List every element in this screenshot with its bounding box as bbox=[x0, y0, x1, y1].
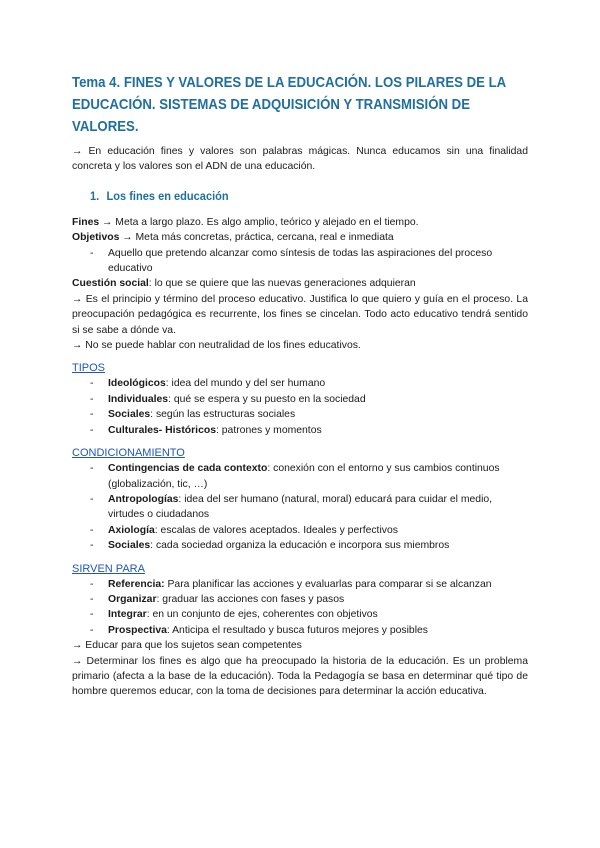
list-item bbox=[72, 407, 528, 422]
item-text: : cada sociedad organiza la educación e incorpora sus miembros bbox=[150, 540, 450, 552]
dash-bullet: - bbox=[90, 247, 94, 259]
item-term: Axiología bbox=[108, 524, 155, 536]
arrow-paragraph: → Determinar los fines es algo que ha preocupado la historia de la educación. Es un problema primario (afecta a la base de la educación). Toda la Pedagogía se basa en determinar qué tipo de hombre queremos educar, con la toma de decisiones para determinar la acción educativa. bbox=[72, 655, 528, 698]
item-text: : conexión con el entorno y sus cambios continuos (globalización, tic, …) bbox=[108, 463, 500, 490]
tipos-link[interactable]: TIPOS bbox=[72, 362, 106, 375]
arrow-paragraph: → Es el principio y término del proceso educativo. Justifica lo que quiero y guía en el proceso. La preocupación pedagógica es recurrente, los fines se cincelan. Todo acto educativo tendrá sentido si se sabe a dónde va. bbox=[72, 293, 528, 336]
list-item bbox=[72, 461, 528, 492]
sirven-para-link[interactable]: SIRVEN PARA bbox=[72, 562, 145, 575]
dash-bullet: - bbox=[90, 593, 94, 605]
dash-bullet: - bbox=[90, 524, 94, 536]
item-term: Culturales- Históricos bbox=[108, 424, 216, 436]
intro-paragraph: → En educación fines y valores son palabras mágicas. Nunca educamos sin una finalidad concreta y los valores son el ADN de una educación. bbox=[72, 146, 528, 173]
list-item bbox=[72, 623, 528, 638]
item-text: Para planificar las acciones y evaluarlas para comparar si se alcanzan bbox=[164, 578, 492, 590]
arrow-paragraph: → Educar para que los sujetos sean competentes bbox=[72, 640, 302, 652]
item-text: : idea del ser humano (natural, moral) educará para cuidar el medio, virtudes o ciudadanos bbox=[108, 493, 493, 521]
dash-bullet: - bbox=[90, 424, 94, 436]
condicionamiento-list bbox=[72, 461, 528, 553]
list-item bbox=[72, 423, 528, 438]
list-item bbox=[72, 246, 528, 277]
item-term: Referencia: bbox=[108, 578, 165, 590]
list-item bbox=[72, 577, 528, 592]
document-page bbox=[72, 72, 528, 700]
list-item bbox=[72, 538, 528, 553]
objetivos-definition bbox=[72, 230, 528, 245]
item-text: : patrones y momentos bbox=[215, 424, 322, 436]
dash-bullet: - bbox=[90, 463, 94, 475]
objetivos-text: → Meta más concretas, práctica, cercana, real e inmediata bbox=[119, 232, 394, 244]
tipos-list bbox=[72, 376, 528, 438]
list-item bbox=[72, 592, 528, 607]
dash-bullet: - bbox=[90, 409, 94, 421]
item-text: : escalas de valores aceptados. Ideales y perfectivos bbox=[154, 524, 398, 536]
fines-term: Fines bbox=[72, 216, 100, 228]
list-item bbox=[72, 392, 528, 407]
dash-bullet: - bbox=[90, 540, 94, 552]
item-term: Ideológicos bbox=[108, 378, 166, 390]
dash-bullet: - bbox=[90, 493, 94, 505]
item-term: Antropologías bbox=[108, 493, 179, 505]
item-term: Organizar bbox=[108, 593, 157, 605]
cuestion-term: Cuestión social bbox=[72, 278, 149, 290]
page-title: Tema 4. FINES Y VALORES DE LA EDUCACIÓN. LOS PILARES DE LA EDUCACIÓN. SISTEMAS DE ADQUISICIÓN Y TRANSMISIÓN DE VALORES. bbox=[72, 74, 506, 135]
list-item bbox=[72, 492, 528, 523]
arrow-paragraph: → No se puede hablar con neutralidad de los fines educativos. bbox=[72, 340, 361, 352]
objetivos-item-text: Aquello que pretendo alcanzar como síntesis de todas las aspiraciones del proceso educativo bbox=[108, 247, 493, 275]
item-text: : según las estructuras sociales bbox=[150, 409, 296, 421]
list-item bbox=[72, 607, 528, 622]
list-item bbox=[72, 523, 528, 538]
fines-text: → Meta a largo plazo. Es algo amplio, teórico y alejado en el tiempo. bbox=[99, 216, 419, 228]
cuestion-definition bbox=[72, 276, 528, 291]
section-heading bbox=[90, 189, 493, 203]
item-term: Integrar bbox=[108, 609, 147, 621]
dash-bullet: - bbox=[90, 609, 94, 621]
dash-bullet: - bbox=[90, 624, 94, 636]
item-text: : graduar las acciones con fases y pasos bbox=[156, 593, 345, 605]
item-term: Prospectiva bbox=[108, 624, 167, 636]
item-term: Contingencias de cada contexto bbox=[108, 463, 268, 475]
item-text: : idea del mundo y del ser humano bbox=[165, 378, 326, 390]
item-text: : en un conjunto de ejes, coherentes con objetivos bbox=[146, 609, 378, 621]
item-term: Sociales bbox=[108, 409, 151, 421]
cuestion-text: : lo que se quiere que las nuevas generaciones adquieran bbox=[148, 278, 416, 290]
item-text: : Anticipa el resultado y busca futuros mejores y posibles bbox=[166, 624, 428, 636]
item-term: Individuales bbox=[108, 393, 169, 405]
sirven-list bbox=[72, 577, 528, 639]
section-number: 1. bbox=[90, 188, 100, 203]
item-text: : qué se espera y su puesto en la sociedad bbox=[168, 393, 366, 405]
fines-definition bbox=[72, 215, 528, 230]
condicionamiento-link[interactable]: CONDICIONAMIENTO bbox=[72, 447, 185, 460]
objetivos-list bbox=[72, 246, 528, 277]
dash-bullet: - bbox=[90, 578, 94, 590]
objetivos-term: Objetivos bbox=[72, 232, 120, 244]
item-term: Sociales bbox=[108, 540, 151, 552]
dash-bullet: - bbox=[90, 393, 94, 405]
dash-bullet: - bbox=[90, 378, 94, 390]
list-item bbox=[72, 376, 528, 391]
section-label: Los fines en educación bbox=[106, 188, 229, 203]
